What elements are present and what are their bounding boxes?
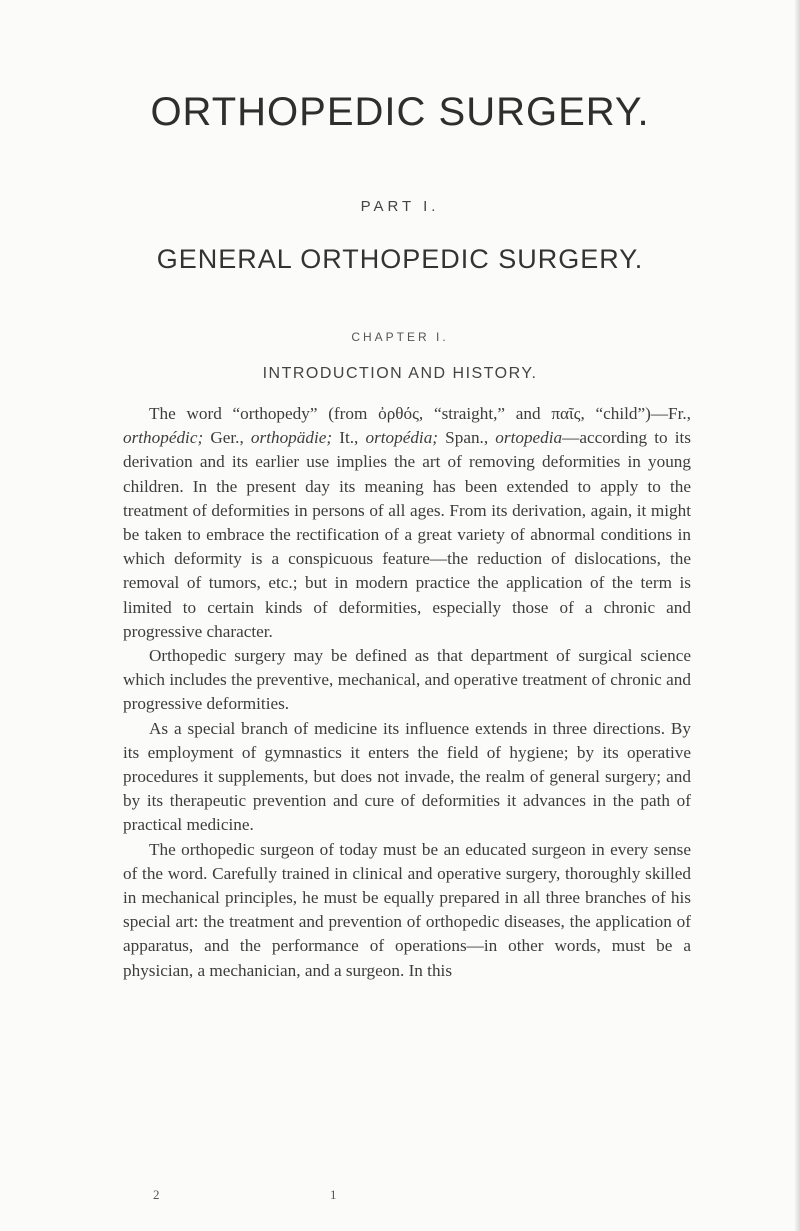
part-label: PART I.	[360, 198, 440, 215]
paragraph-influence: As a special branch of medicine its influence extends in three directions. By its employment of gymnastics it enters the field of hygiene; by its operative procedures it supplements, but does not invade, the realm of general surgery; and by its therapeutic prevention and cure of deformities it advances in the path of practical medicine.	[123, 718, 691, 835]
german-term: orthopädie;	[250, 428, 333, 448]
greek-word-straight: ὀρθός	[378, 404, 419, 423]
page-edge-shadow	[794, 0, 800, 1231]
italian-term: ortopédia;	[365, 428, 439, 448]
text-run: , “straight,” and	[418, 404, 552, 423]
spanish-term: ortopedia	[495, 428, 563, 448]
paragraph-etymology	[123, 402, 691, 644]
text-run: It.,	[332, 428, 366, 448]
greek-word-child: παῖς	[551, 404, 581, 423]
chapter-body	[123, 402, 691, 983]
text-run: Span.,	[438, 428, 496, 448]
chapter-title: INTRODUCTION AND HISTORY.	[262, 365, 538, 382]
french-term: orthopédic;	[123, 428, 204, 448]
text-run: The word “orthopedy” (from	[149, 404, 379, 423]
text-run: —according to its derivation and its earlier use implies the art of removing deformities in young children. In the present day its meaning has been extended to apply to the treatment of deformities in persons of all ages. From its derivation, again, it might be taken to embrace the rectification of a great variety of abnormal conditions in which deformity is a conspicuous feature—the reduction of dislocations, the removal of tumors, etc.; but in modern practice the application of the term is limited to certain kinds of deformities, especially those of a chronic and progressive character.	[123, 428, 691, 641]
paragraph-surgeon: The orthopedic surgeon of today must be an educated surgeon in every sense of the word. Carefully trained in clinical and operative surgery, thoroughly skilled in mechanical principles, he must be equally prepared in all three branches of his special art: the treatment and prevention of orthopedic diseases, the application of apparatus, and the performance of operations—in other words, must be a physician, a mechanician, and a surgeon. In this	[123, 839, 691, 980]
text-run: , “child”)—Fr.,	[580, 404, 691, 423]
chapter-label: CHAPTER I.	[351, 330, 449, 344]
signature-mark: 2	[153, 1187, 160, 1202]
text-run: Ger.,	[203, 428, 251, 448]
book-title: ORTHOPEDIC SURGERY.	[150, 90, 650, 134]
paragraph-definition: Orthopedic surgery may be defined as that department of surgical science which includes the preventive, mechanical, and operative treatment of chronic and progressive deformities.	[123, 646, 691, 714]
page-number: 1	[330, 1187, 337, 1202]
part-title: GENERAL ORTHOPEDIC SURGERY.	[156, 244, 644, 274]
